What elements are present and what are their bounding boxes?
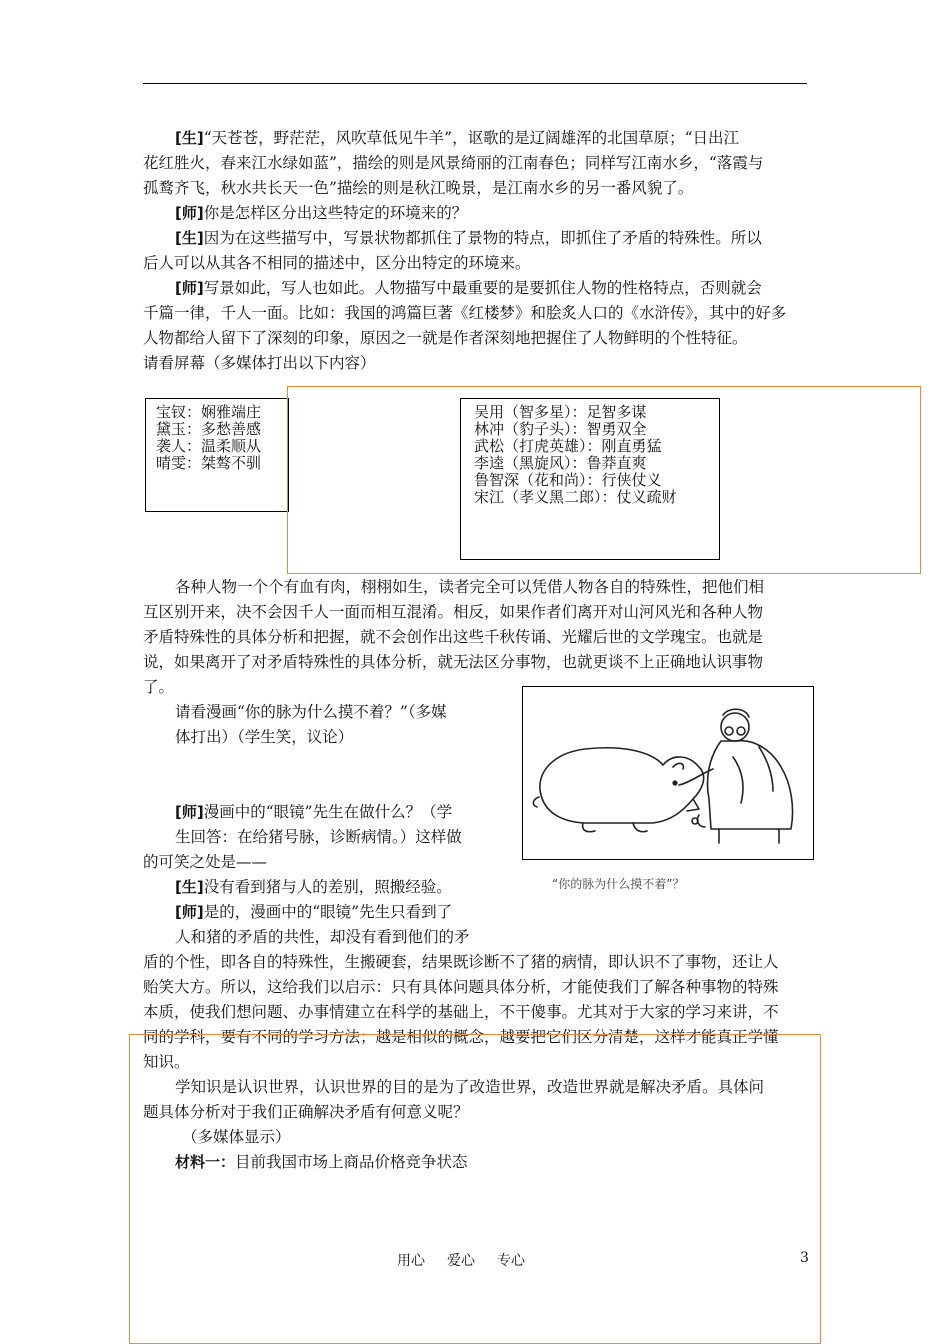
role-tag: [生] <box>175 229 204 247</box>
cartoon-frame <box>522 686 814 860</box>
paragraph-teacher-4: [师]是的，漫画中的“眼镜”先生只看到了 <box>175 903 453 921</box>
paragraph-cartoon-intro-cont: 体打出）（学生笑，议论） <box>175 728 354 746</box>
shuihu-characters-list: 吴用（智多星）：足智多谋 林冲（豹子头）：智勇双全 武松（打虎英雄）：刚直勇猛 李逵（黑旋风）：鲁莽直爽 鲁智深（花和尚）：行侠仗义 宋江（孝义黑二郎）：仗义疏财 <box>474 403 677 506</box>
cartoon-doctor-pig-illustration <box>523 687 813 859</box>
paragraph-purpose-cont: 题具体分析对于我们正确解决矛盾有何意义呢？ <box>143 1103 469 1121</box>
cartoon-caption: “你的脉为什么摸不着”？ <box>552 877 685 891</box>
role-tag: [师] <box>175 279 204 297</box>
paragraph-teacher-1: [师]你是怎样区分出这些特定的环境来的？ <box>175 204 468 222</box>
paragraph-purpose: 学知识是认识世界，认识世界的目的是为了改造世界，改造世界就是解决矛盾。具体问 <box>175 1078 765 1096</box>
role-tag: [师] <box>175 803 204 821</box>
paragraph-student-1-cont: 花红胜火，春来江水绿如蓝”，描绘的则是风景绮丽的江南春色；同样写江南水乡，“落霞与 孤鹜齐飞，秋水共长天一色”描绘的则是秋江晚景，是江南水乡的另一番风貌了。 <box>143 154 764 197</box>
paragraph-teacher-2-cont: 千篇一律，千人一面。比如：我国的鸿篇巨著《红楼梦》和脍炙人口的《水浒传》，其中的好多 人物都给人留下了深刻的印象，原因之一就是作者深刻地把握住了人物鲜明的个性特征。 请看屏幕（多媒体打出以下内容） <box>143 304 787 372</box>
role-tag: [师] <box>175 204 204 222</box>
material-label: 材料一： <box>175 1153 236 1171</box>
paragraph-student-2: [生]因为在这些描写中，写景状物都抓住了景物的特点，即抓住了矛盾的特殊性。所以 <box>175 229 762 247</box>
footer-left: 用心 <box>397 1253 425 1269</box>
paragraph-teacher-3-cont: 生回答：在给猪号脉，诊断病情。）这样做 的可笑之处是—— <box>143 828 462 871</box>
paragraph-student-1: [生]“天苍苍，野茫茫，风吹草低见牛羊”，讴歌的是辽阔雄浑的北国草原；“日出江 <box>175 129 739 147</box>
role-tag: [生] <box>175 129 204 147</box>
page-number: 3 <box>800 1250 809 1266</box>
material-one: 材料一：目前我国市场上商品价格竞争状态 <box>175 1153 468 1171</box>
paragraph-teacher-4-cont: 人和猪的矛盾的共性，却没有看到他们的矛 盾的个性，即各自的特殊性，生搬硬套，结果既诊断不了猪的病情，即认识不了事物，还让人 贻笑大方。所以，这给我们以启示：只有具体问题具体分析，才能使我们了解各种事物的特殊 本质，使我们想问题、办事情建立在科学的基础上，不干傻事。尤其对于大家的学习来讲，不 同的学科，要有不同的学习方法；越是相似的概念，越要把它们区分清楚，这样才能真正学懂 知识。 <box>143 928 779 1071</box>
paragraph-student-2-cont: 后人可以从其各不相同的描述中，区分出特定的环境来。 <box>143 254 531 272</box>
header-rule <box>143 83 807 84</box>
paragraph-analysis: 各种人物一个个有血有肉，栩栩如生，读者完全可以凭借人物各自的特殊性，把他们相 <box>175 578 765 596</box>
paragraph-cartoon-intro: 请看漫画“你的脉为什么摸不着？”（多媒 <box>175 703 447 721</box>
paragraph-student-3: [生]没有看到猪与人的差别，照搬经验。 <box>175 878 452 896</box>
honglou-characters-list: 宝钗：娴雅端庄 黛玉：多愁善感 袭人：温柔顺从 晴雯：桀骜不驯 <box>156 403 262 472</box>
footer-right: 专心 <box>497 1253 525 1269</box>
paragraph-teacher-2: [师]写景如此，写人也如此。人物描写中最重要的是要抓住人物的性格特点，否则就会 <box>175 279 762 297</box>
role-tag: [生] <box>175 878 204 896</box>
paragraph-analysis-cont: 互区别开来，决不会因千人一面而相互混淆。相反，如果作者们离开对山河风光和各种人物 矛盾特殊性的具体分析和把握，就不会创作出这些千秋传诵、光耀后世的文学瑰宝。也就是 说，如果离开了对矛盾特殊性的具体分析，就无法区分事物，也就更谈不上正确地认识事物 了。 <box>143 603 764 696</box>
annotation-box-top <box>287 386 921 574</box>
paragraph-teacher-3: [师]漫画中的“眼镜”先生在做什么？（学 <box>175 803 453 821</box>
role-tag: [师] <box>175 903 204 921</box>
footer-mid: 爱心 <box>447 1253 475 1269</box>
multimedia-note: （多媒体显示） <box>182 1128 291 1146</box>
